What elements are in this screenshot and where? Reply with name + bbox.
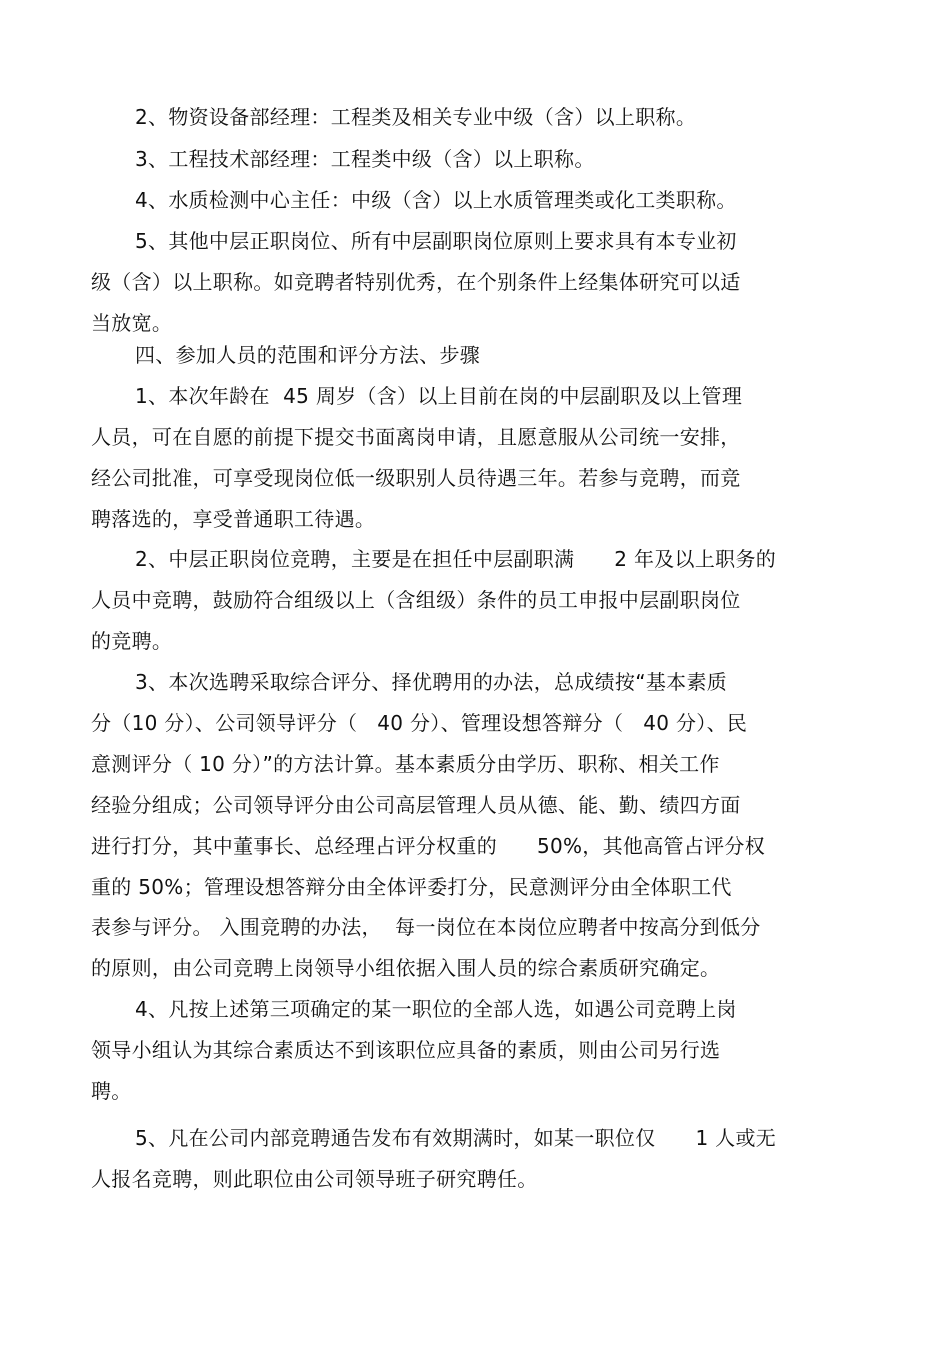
paragraph-line: 1、本次年龄在 45 周岁（含）以上目前在岗的中层副职及以上管理	[135, 384, 743, 408]
paragraph-line: 当放宽。	[91, 311, 173, 335]
paragraph-line: 经公司批准，可享受现岗位低一级职别人员待遇三年。若参与竞聘，而竞	[91, 466, 741, 490]
paragraph-line: 聘。	[91, 1079, 132, 1103]
paragraph-line: 的竞聘。	[91, 629, 173, 653]
paragraph-line: 2、中层正职岗位竞聘，主要是在担任中层副职满 2 年及以上职务的	[135, 547, 777, 571]
paragraph-line: 进行打分，其中董事长、总经理占评分权重的 50%，其他高管占评分权	[91, 834, 765, 858]
paragraph-line: 4、凡按上述第三项确定的某一职位的全部人选，如遇公司竞聘上岗	[135, 997, 737, 1021]
paragraph-line: 人员，可在自愿的前提下提交书面离岗申请，且愿意服从公司统一安排，	[91, 425, 741, 449]
paragraph-line: 人员中竞聘，鼓励符合组级以上（含组级）条件的员工申报中层副职岗位	[91, 588, 741, 612]
paragraph-line: 2、物资设备部经理：工程类及相关专业中级（含）以上职称。	[135, 105, 697, 129]
paragraph-line: 3、本次选聘采取综合评分、择优聘用的办法，总成绩按“基本素质	[135, 670, 728, 694]
paragraph-line: 5、凡在公司内部竞聘通告发布有效期满时，如某一职位仅 1 人或无	[135, 1126, 777, 1150]
paragraph-line: 4、水质检测中心主任：中级（含）以上水质管理类或化工类职称。	[135, 188, 737, 212]
paragraph-line: 人报名竞聘，则此职位由公司领导班子研究聘任。	[91, 1167, 538, 1191]
paragraph-line: 的原则，由公司竞聘上岗领导小组依据入围人员的综合素质研究确定。	[91, 956, 721, 980]
paragraph-line: 表参与评分。 入围竞聘的办法， 每一岗位在本岗位应聘者中按高分到低分	[91, 915, 761, 939]
paragraph-line: 5、其他中层正职岗位、所有中层副职岗位原则上要求具有本专业初	[135, 229, 737, 253]
paragraph-line: 经验分组成；公司领导评分由公司高层管理人员从德、能、勤、绩四方面	[91, 793, 741, 817]
section-heading: 四、参加人员的范围和评分方法、步骤	[135, 343, 481, 367]
paragraph-line: 领导小组认为其综合素质达不到该职位应具备的素质，则由公司另行选	[91, 1038, 721, 1062]
paragraph-line: 3、工程技术部经理：工程类中级（含）以上职称。	[135, 147, 595, 171]
paragraph-line: 意测评分（ 10 分）”的方法计算。基本素质分由学历、职称、相关工作	[91, 752, 720, 776]
paragraph-line: 聘落选的，享受普通职工待遇。	[91, 507, 376, 531]
paragraph-line: 级（含）以上职称。如竞聘者特别优秀，在个别条件上经集体研究可以适	[91, 270, 741, 294]
paragraph-line: 重的 50%；管理设想答辩分由全体评委打分，民意测评分由全体职工代	[91, 875, 732, 899]
paragraph-line: 分（10 分）、公司领导评分（ 40 分）、管理设想答辩分（ 40 分）、民	[91, 711, 748, 735]
